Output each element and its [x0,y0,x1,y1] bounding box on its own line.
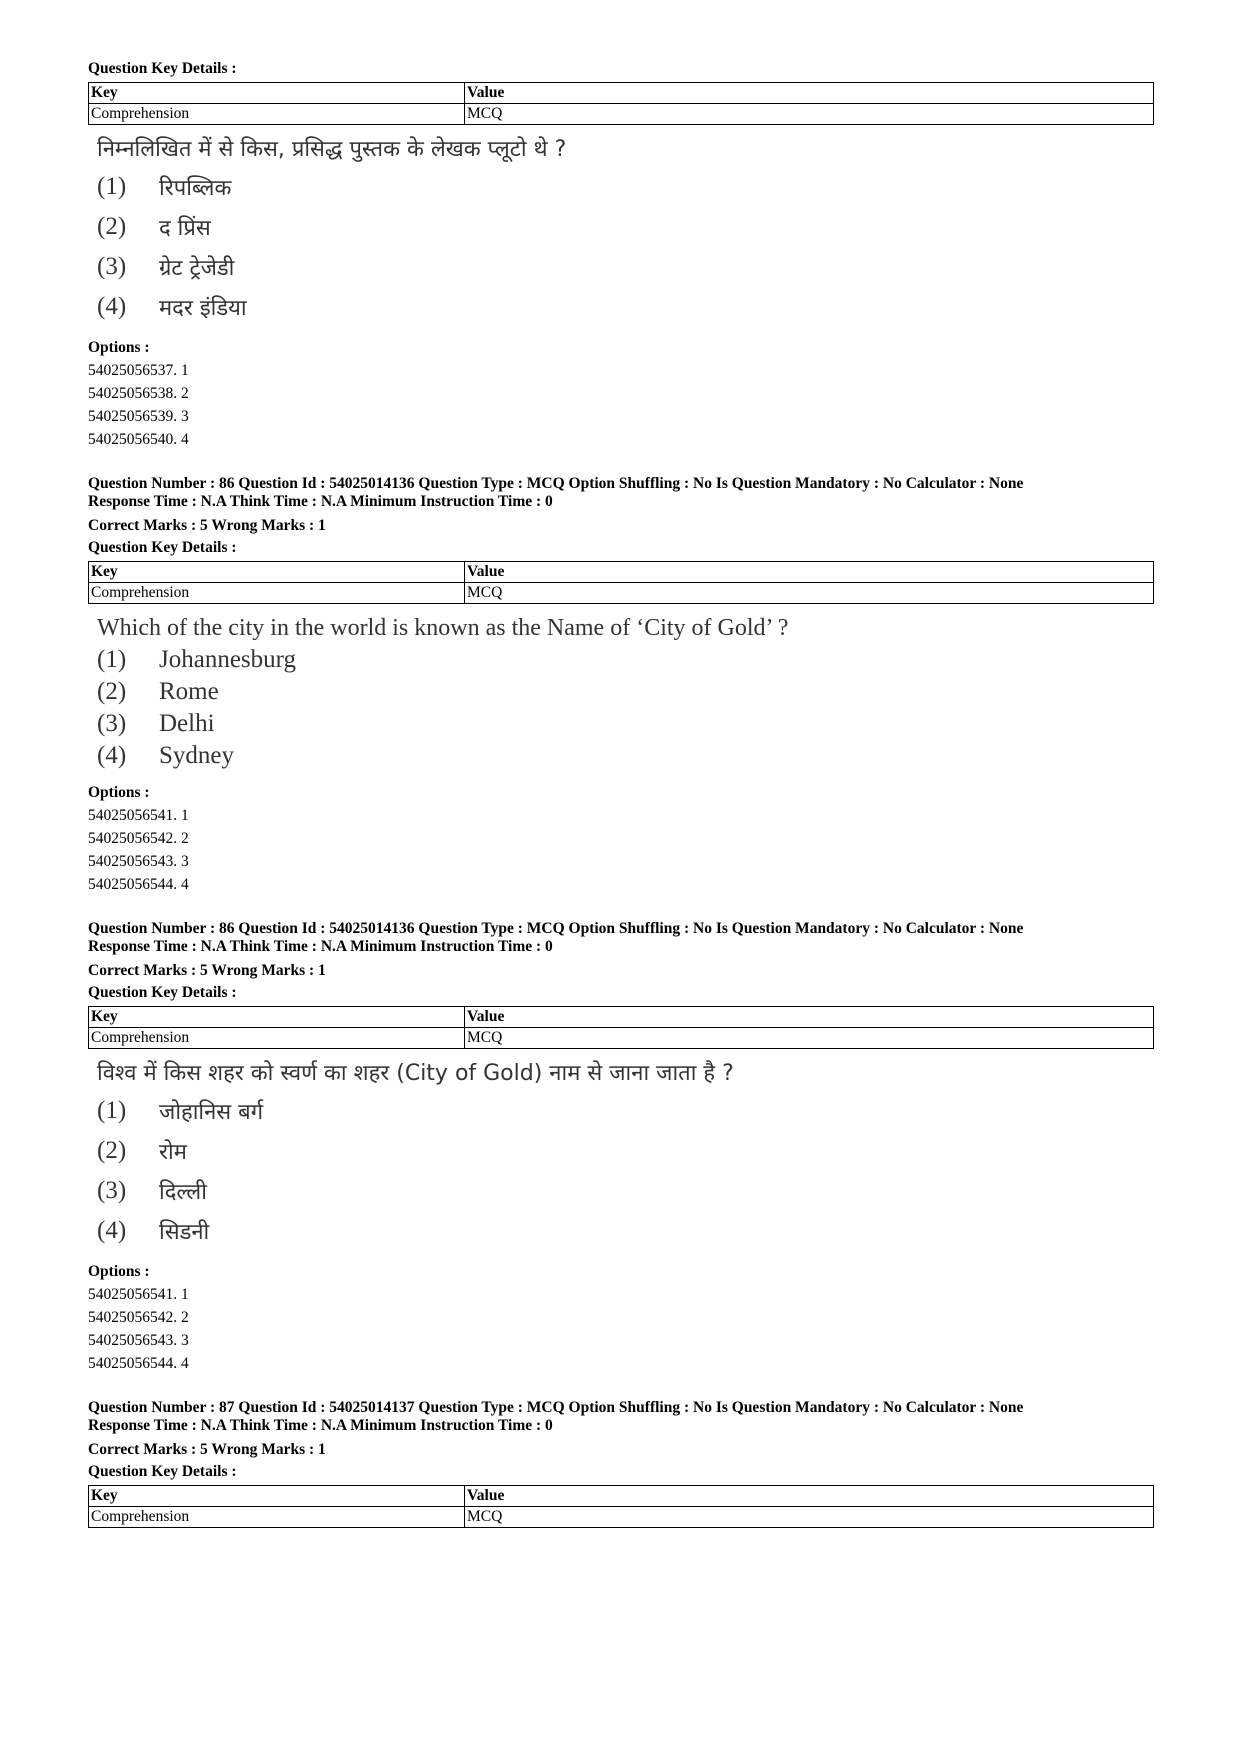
choice-text: रिपब्लिक [159,176,232,201]
question-key-table [88,561,1154,604]
question-text: निम्नलिखित में से किस, प्रसिद्ध पुस्तक के लेखक प्लूटो थे ? [97,137,567,162]
question-block-87 [88,1399,1154,1528]
choice-item [97,740,1154,772]
option-id-line: 54025056544. 4 [88,1355,189,1372]
choice-text: Rome [159,678,219,705]
question-key-details-label: Question Key Details : [88,539,237,556]
value-header: Value [465,562,1154,583]
table-header-row [89,83,1154,104]
key-header: Key [89,1486,465,1507]
choice-item [97,247,1154,287]
option-id-line: 54025056538. 2 [88,385,189,402]
question-block-86-en [88,475,1154,896]
option-id-line: 54025056543. 3 [88,853,189,870]
value-cell: MCQ [465,104,1154,125]
choice-item [97,1091,1154,1131]
value-cell: MCQ [465,583,1154,604]
choice-number: (2) [97,1137,127,1164]
question-key-table [88,1485,1154,1528]
value-cell: MCQ [465,1507,1154,1528]
question-header-line-1: Question Number : 87 Question Id : 54025014137 Question Type : MCQ Option Shuffling : No Is Question Mandatory : No Calculator : None [88,1399,1024,1416]
option-id-line: 54025056537. 1 [88,362,189,379]
option-id-line: 54025056542. 2 [88,1309,189,1326]
choice-text: द प्रिंस [159,216,211,241]
question-header-line-1: Question Number : 86 Question Id : 54025014136 Question Type : MCQ Option Shuffling : No Is Question Mandatory : No Calculator : None [88,475,1024,492]
table-header-row [89,1486,1154,1507]
choice-number: (4) [97,742,127,769]
choice-text: Johannesburg [159,646,297,673]
key-cell: Comprehension [89,1507,465,1528]
key-cell: Comprehension [89,583,465,604]
choice-number: (1) [97,1097,127,1124]
marks-line: Correct Marks : 5 Wrong Marks : 1 [88,517,326,534]
choice-number: (4) [97,1217,127,1244]
choice-number: (1) [97,173,127,200]
option-id-line: 54025056543. 3 [88,1332,189,1349]
choice-number: (2) [97,213,127,240]
table-row [89,104,1154,125]
choice-item [97,708,1154,740]
choice-text: रोम [159,1140,187,1165]
key-header: Key [89,83,465,104]
choice-item [97,287,1154,327]
key-cell: Comprehension [89,1028,465,1049]
choice-number: (1) [97,646,127,673]
choice-item [97,676,1154,708]
options-title: Options : [88,339,150,356]
option-id-line: 54025056544. 4 [88,876,189,893]
choice-item [97,1131,1154,1171]
question-key-table [88,1006,1154,1049]
choice-number: (3) [97,710,127,737]
question-key-details-label: Question Key Details : [88,984,237,1001]
choice-text: सिडनी [159,1220,210,1245]
question-key-details-label: Question Key Details : [88,60,237,77]
option-id-line: 54025056541. 1 [88,1286,189,1303]
choice-text: Delhi [159,710,215,737]
value-header: Value [465,1486,1154,1507]
option-id-line: 54025056540. 4 [88,431,189,448]
table-row [89,1028,1154,1049]
choice-item [97,644,1154,676]
choice-item [97,1171,1154,1211]
options-title: Options : [88,1263,150,1280]
choice-text: दिल्ली [159,1180,207,1205]
key-header: Key [89,1007,465,1028]
question-header-line-1: Question Number : 86 Question Id : 54025014136 Question Type : MCQ Option Shuffling : No Is Question Mandatory : No Calculator : None [88,920,1024,937]
question-text: विश्व में किस शहर को स्वर्ण का शहर (City of Gold) नाम से जाना जाता है ? [97,1061,734,1086]
table-header-row [89,1007,1154,1028]
choice-item [97,1211,1154,1251]
question-key-details-label: Question Key Details : [88,1463,237,1480]
marks-line: Correct Marks : 5 Wrong Marks : 1 [88,962,326,979]
question-header-line-2: Response Time : N.A Think Time : N.A Minimum Instruction Time : 0 [88,938,553,955]
choice-item [97,207,1154,247]
key-cell: Comprehension [89,104,465,125]
choice-text: Sydney [159,742,234,769]
value-header: Value [465,83,1154,104]
option-id-line: 54025056542. 2 [88,830,189,847]
choice-text: मदर इंडिया [159,296,247,321]
choice-item [97,167,1154,207]
choice-number: (3) [97,253,127,280]
option-id-line: 54025056541. 1 [88,807,189,824]
option-id-line: 54025056539. 3 [88,408,189,425]
document-page [88,58,1154,1528]
question-text: Which of the city in the world is known as the Name of ‘City of Gold’ ? [97,615,789,641]
key-header: Key [89,562,465,583]
choice-number: (4) [97,293,127,320]
options-title: Options : [88,784,150,801]
choice-text: ग्रेट ट्रेजेडी [159,256,235,281]
question-key-table [88,82,1154,125]
question-header-line-2: Response Time : N.A Think Time : N.A Minimum Instruction Time : 0 [88,493,553,510]
question-block-top [88,58,1154,451]
question-header-line-2: Response Time : N.A Think Time : N.A Minimum Instruction Time : 0 [88,1417,553,1434]
choice-number: (3) [97,1177,127,1204]
marks-line: Correct Marks : 5 Wrong Marks : 1 [88,1441,326,1458]
choice-number: (2) [97,678,127,705]
value-cell: MCQ [465,1028,1154,1049]
choice-text: जोहानिस बर्ग [159,1100,264,1125]
value-header: Value [465,1007,1154,1028]
table-row [89,1507,1154,1528]
table-header-row [89,562,1154,583]
table-row [89,583,1154,604]
question-block-86-hi [88,920,1154,1375]
